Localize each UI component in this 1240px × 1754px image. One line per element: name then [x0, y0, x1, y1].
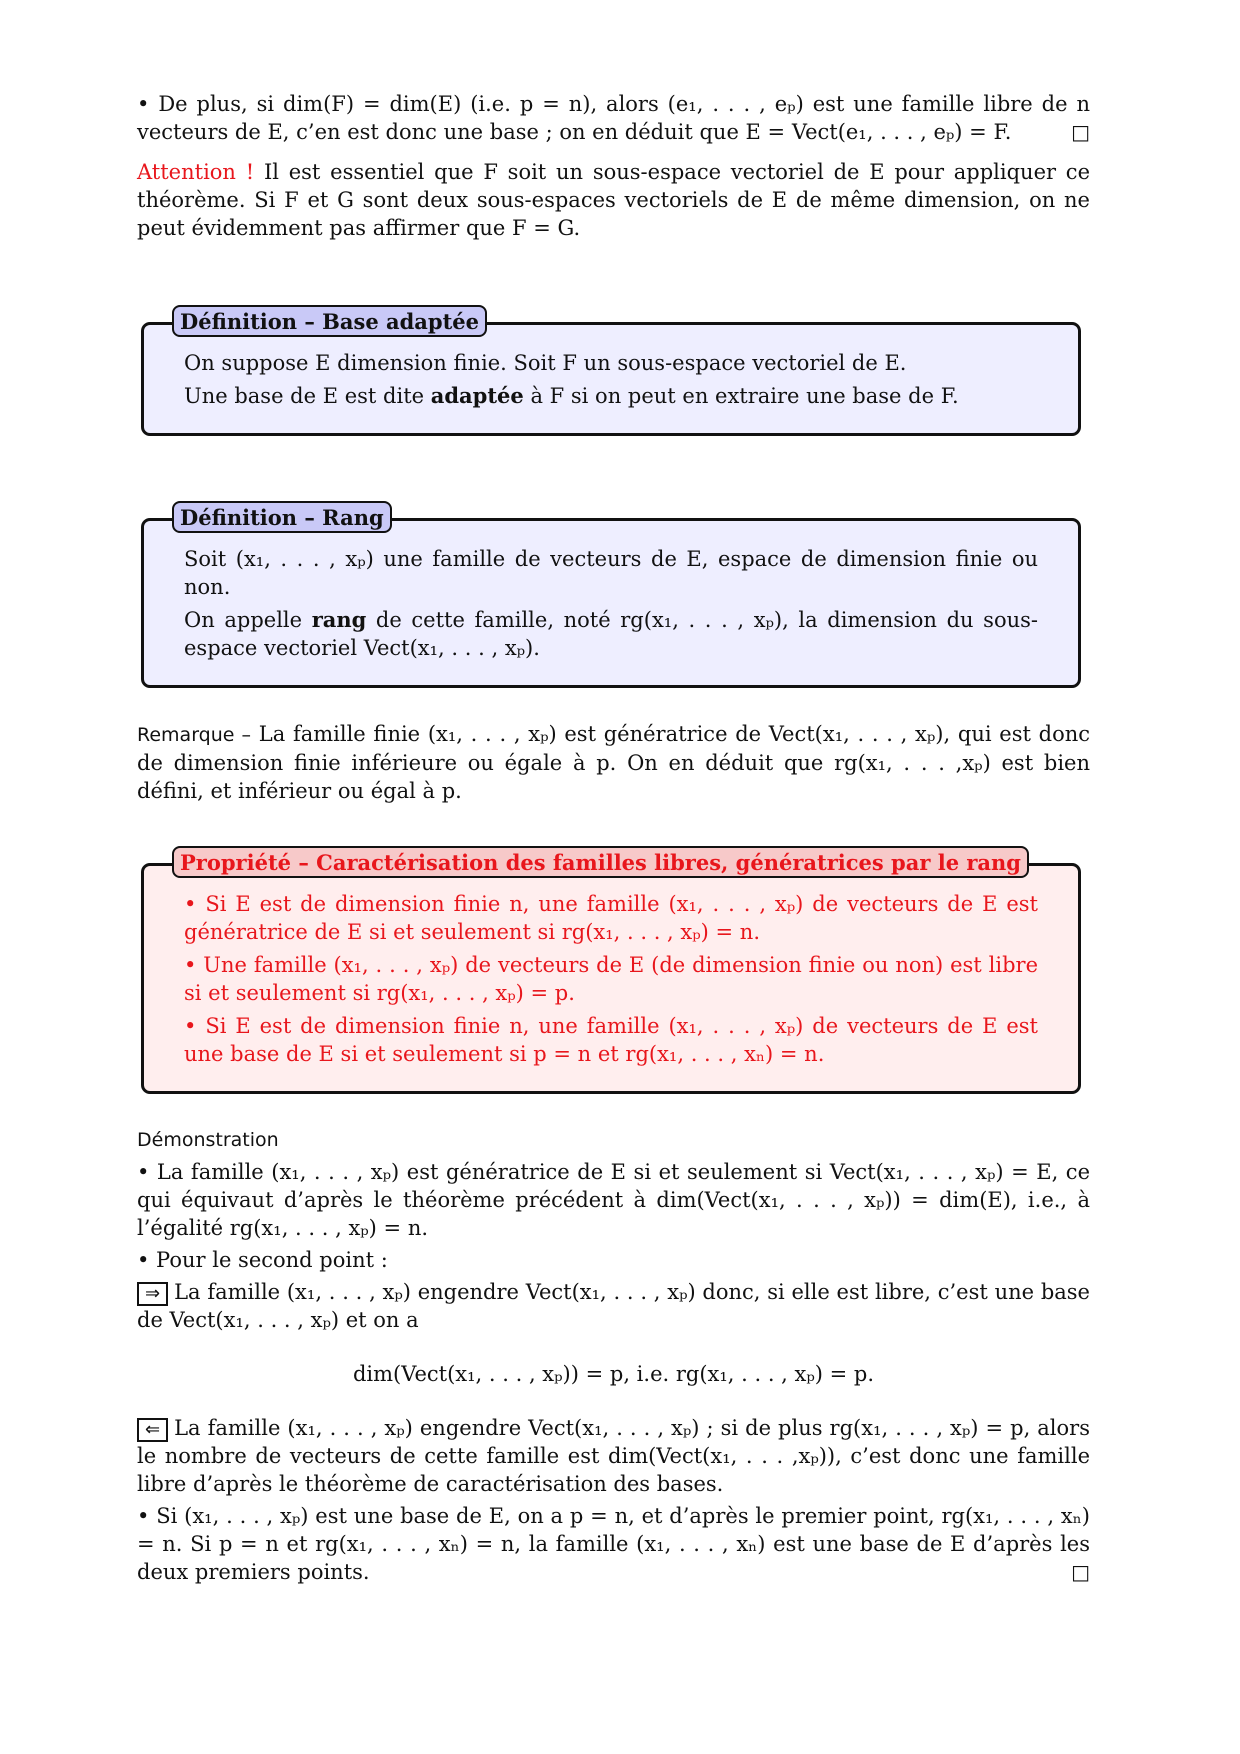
definition-title: Définition – Rang — [172, 501, 392, 533]
attention-label: Attention ! — [137, 160, 255, 184]
demo-point-1: • La famille (x₁, . . . , xₚ) est génératrice de E si et seulement si Vect(x₁, . . . , xₚ) = E, ce qui équivaut d’après le théorème précédent à dim(Vect(x₁, . . . , xₚ)) = dim(E), i.e., à l’égalité rg(x₁, . . . , xₚ) = n. — [137, 1160, 1090, 1240]
demo-point-3: • Si (x₁, . . . , xₚ) est une base de E, on a p = n, et d’après le premier point, rg(x₁, . . . , xₙ) = n. Si p = n et rg(x₁, . . . , xₙ) = n, la famille (x₁, . . . , xₙ) est une base de E d’après les deux premiers points. □ — [137, 1504, 1090, 1584]
propriete-item: • Une famille (x₁, . . . , xₚ) de vecteurs de E (de dimension finie ou non) est libre si et seulement si rg(x₁, . . . , xₚ) = p. — [184, 953, 1038, 1005]
remarque-label: Remarque – — [137, 724, 252, 746]
definition-line: Soit (x₁, . . . , xₚ) une famille de vecteurs de E, espace de dimension finie ou non. — [184, 547, 1038, 599]
implies-left-icon: ⇐ — [137, 1418, 168, 1442]
demonstration-heading: Démonstration — [137, 1129, 279, 1151]
bold-term: adaptée — [430, 383, 524, 408]
definition-rang-box — [141, 505, 1081, 688]
propriete-title: Propriété – Caractérisation des familles libres, génératrices par le rang — [172, 846, 1029, 878]
propriete-item: • Si E est de dimension finie n, une famille (x₁, . . . , xₚ) de vecteurs de E est une base de E si et seulement si p = n et rg(x₁, . . . , xₙ) = n. — [184, 1014, 1038, 1066]
propriete-body — [144, 866, 1078, 1091]
propriete-box — [141, 850, 1081, 1094]
definition-line: Une base de E est dite adaptée à F si on peut en extraire une base de F. — [184, 383, 959, 408]
demo-implication-forward: ⇒ La famille (x₁, . . . , xₚ) engendre Vect(x₁, . . . , xₚ) donc, si elle est libre, c’est une base de Vect(x₁, . . . , xₚ) et on a — [137, 1280, 1090, 1332]
attention-text: Il est essentiel que F soit un sous-espace vectoriel de E pour appliquer ce théorème. Si F et G sont deux sous-espaces vectoriels de E de même dimension, on ne peut évidemment pas affirmer que F = G. — [137, 160, 1090, 240]
bold-term: rang — [311, 607, 367, 632]
remarque-text: La famille finie (x₁, . . . , xₚ) est génératrice de Vect(x₁, . . . , xₚ), qui est donc de dimension finie inférieure ou égale à p. On en déduit que rg(x₁, . . . ,xₚ) est bien défini, et inférieur ou égal à p. — [137, 722, 1091, 803]
propriete-item: • Si E est de dimension finie n, une famille (x₁, . . . , xₚ) de vecteurs de E est génératrice de E si et seulement si rg(x₁, . . . , xₚ) = n. — [184, 892, 1038, 944]
demo-point-2: • Pour le second point : — [137, 1248, 388, 1272]
definition-body — [144, 521, 1078, 685]
intro-paragraph — [137, 90, 1090, 146]
implies-right-icon: ⇒ — [137, 1282, 168, 1306]
qed-symbol: □ — [1071, 1560, 1090, 1584]
definition-base-adaptee-box — [141, 309, 1081, 436]
definition-line: On suppose E dimension finie. Soit F un sous-espace vectoriel de E. — [184, 351, 907, 375]
definition-line: On appelle rang de cette famille, noté rg(x₁, . . . , xₚ), la dimension du sous-espace vectoriel Vect(x₁, . . . , xₚ). — [184, 607, 1038, 660]
definition-title: Définition – Base adaptée — [172, 305, 487, 337]
document-page — [137, 90, 1090, 1586]
attention-paragraph — [137, 158, 1090, 242]
demo-equation: dim(Vect(x₁, . . . , xₚ)) = p, i.e. rg(x₁, . . . , xₚ) = p. — [352, 1362, 875, 1386]
qed-symbol: □ — [1071, 120, 1090, 144]
remarque-paragraph — [137, 720, 1090, 805]
definition-body — [144, 325, 1078, 433]
demo-implication-backward: ⇐ La famille (x₁, . . . , xₚ) engendre Vect(x₁, . . . , xₚ) ; si de plus rg(x₁, . . . , xₚ) = p, alors le nombre de vecteurs de cette famille est dim(Vect(x₁, . . . ,xₚ)), c’est donc une famille libre d’après le théorème de caractérisation des bases. — [137, 1416, 1090, 1496]
intro-text: • De plus, si dim(F) = dim(E) (i.e. p = n), alors (e₁, . . . , eₚ) est une famille libre de n vecteurs de E, c’en est donc une base ; on en déduit que E = Vect(e₁, . . . , eₚ) = F. — [137, 92, 1090, 144]
